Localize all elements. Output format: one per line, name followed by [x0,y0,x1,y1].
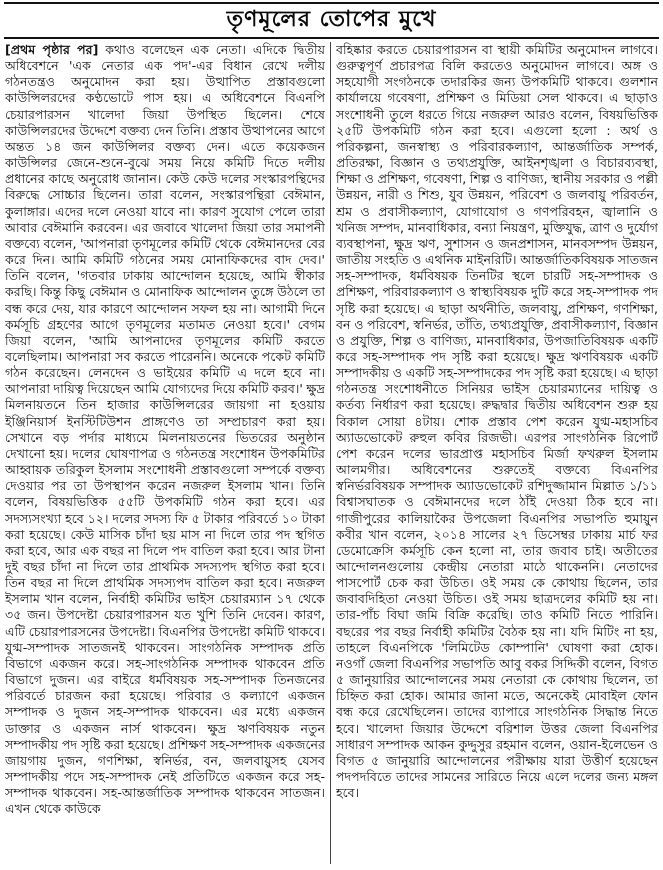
continued-tag: [প্রথম পৃষ্ঠার পর] [5,42,99,57]
right-column-text: বহিষ্কার করতে চেয়ারপারসন বা স্থায়ী কমিটির অনুমোদন লাগবে। গুরুত্বপূর্ণ প্রচারপত্র বিলি করতেও অনুমোদন লাগবে। অঙ্গ ও সহযোগী সংগঠনকে তদারকির জন্য উপকমিটি থাকবে। গুলশান কার্যালয়ে গবেষণা, প্রশিক্ষণ ও মিডিয়া সেল থাকবে। এ ছাড়াও সংশোধনী তুলে ধরতে গিয়ে নজরুল আরও বলেন, বিষয়ভিত্তিক ২৫টি উপকমিটি গঠন করা হবে। এগুলো হলো : অর্থ ও পরিকল্পনা, জনস্বাস্থ্য ও পরিবারকল্যাণ, আন্তর্জাতিক সম্পর্ক, প্রতিরক্ষা, বিজ্ঞান ও তথ্যপ্রযুক্তি, আইনশৃঙ্খলা ও বিচারব্যবস্থা, শিক্ষা ও প্রশিক্ষণ, গবেষণা, শিল্প ও বাণিজ্য, স্থানীয় সরকার ও পল্লী উন্নয়ন, নারী ও শিশু, যুব উন্নয়ন, পরিবেশ ও জলবায়ু পরিবর্তন, শ্রম ও প্রবাসীকল্যাণ, যোগাযোগ ও গণপরিবহন, জ্বালানি ও খনিজ সম্পদ, মানবাধিকার, বন্যা নিয়ন্ত্রণ, মুক্তিযুদ্ধ, ত্রাণ ও দুর্যোগ ব্যবস্থাপনা, ক্ষুদ্র ঋণ, সুশাসন ও জনপ্রশাসন, মানবসম্পদ উন্নয়ন, জাতীয় সংহতি ও এথনিক মাইনরিটি। আন্তর্জাতিকবিষয়ক সাতজন সহ-সম্পাদক, ধর্মবিষয়ক তিনটির স্থলে চারটি সহ-সম্পাদক ও প্রশিক্ষণ, পরিবারকল্যাণ ও স্বাস্থ্যবিষয়ক দুটি করে সহ-সম্পাদক পদ সৃষ্টি করা হয়েছে। এ ছাড়া অর্থনীতি, জলবায়ু, প্রশিক্ষণ, গণশিক্ষা, বন ও পরিবেশ, স্বনির্ভর, তাঁতি, তথ্যপ্রযুক্তি, প্রবাসীকল্যাণ, বিজ্ঞান ও প্রযুক্তি, শিল্প ও বাণিজ্য, মানবাধিকার, উপজাতিবিষয়ক একটি করে সহ-সম্পাদক পদ সৃষ্টি করা হয়েছে। ক্ষুদ্র ঋণবিষয়ক একটি সম্পাদকীয় ও একটি সহ-সম্পাদকের পদ সৃষ্টি করা হয়েছে। এ ছাড়া গঠনতন্ত্র সংশোধনীতে সিনিয়র ভাইস চেয়ারম্যানের দায়িত্ব ও কর্তব্য নির্ধারণ করা হয়েছে। রুদ্ধদ্বার দ্বিতীয় অধিবেশন শুরু হয় বিকাল সোয়া ৪টায়। শোক প্রস্তাব পেশ করেন যুগ্ম-মহাসচিব অ্যাডভোকেট রুহুল কবির রিজভী। এরপর সাংগঠনিক রিপোর্ট পেশ করেন দলের ভারপ্রাপ্ত মহাসচিব মির্জা ফখরুল ইসলাম আলমগীর। অধিবেশনের শুরুতেই বক্তব্যে বিএনপির স্বনির্ভরবিষয়ক সম্পাদক অ্যাডভোকেট রশিদুজ্জামান মিল্লাত ১/১১ বিশ্বাসঘাতক ও বেঈমানদের দলে ঠাঁই দেওয়া ঠিক হবে না। গাজীপুরের কালিয়াকৈর উপজেলা বিএনপির সভাপতি হুমায়ুন কবীর খান বলেন, ২০১৪ সালের ২৭ ডিসেম্বর ঢাকায় মার্চ ফর ডেমোক্রেসি কর্মসূচি কেন হলো না, তার জবাব চাই। অতীতের আন্দোলনগুলোয় কেন্দ্রীয় নেতারা মাঠে থাকেননি। নেতাদের পাসপোর্ট চেক করা উচিত। ওই সময় কে কোথায় ছিলেন, তার জবাবদিহিতা নেওয়া উচিত। ওই সময় ছাত্রদলের কমিটি হয় না। তার-পাঁচ বিঘা জমি বিক্রি করেছি। তাও কমিটি নিতে পারিনি। বছরের পর বছর নির্বাহী কমিটির বৈঠক হয় না। যদি মিটিং না হয়, তাহলে বিএনপিকে 'লিমিটেড কোম্পানি' ঘোষণা করা হোক। নওগাঁ জেলা বিএনপির সভাপতি আবু বকর সিদ্দিকী বলেন, বিগত ৫ জানুয়ারির আন্দোলনের সময় নেতারা কে কোথায় ছিলেন, তা চিহ্নিত করা হোক। আমার জানা মতে, অনেকেই মোবাইল ফোন বন্ধ করে রেখেছিলেন। তাদের ব্যাপারে সাংগঠনিক সিদ্ধান্ত নিতে হবে। খালেদা জিয়ার উদ্দেশে বরিশাল উত্তর জেলা বিএনপির সাধারণ সম্পাদক আকন কুদ্দুসুর রহমান বলেন, ওয়ান-ইলেভেন ও বিগত ৫ জানুয়ারি আন্দোলনের পরীক্ষায় যারা উত্তীর্ণ হয়েছেন পদপদবিতে তাদের সামনের সারিতে নিয়ে এলে দলের জন্য মঙ্গল হবে। [336,42,658,801]
article-headline: তৃণমূলের তোপের মুখে [226,6,437,32]
headline-rule [4,37,659,39]
left-column-text: কথাও বলেছেন এক নেতা। এদিকে দ্বিতীয় অধিবেশনে 'এক নেতার এক পদ'-এর বিধান রেখে দলীয় গঠনতন্ত্রও অনুমোদন করা হয়। উত্থাপিত প্রস্তাবগুলো কাউন্সিলরদের কণ্ঠভোটে পাস হয়। এ অধিবেশনে বিএনপি চেয়ারপারসন খালেদা জিয়া উপস্থিত ছিলেন। শেষে কাউন্সিলরদের উদ্দেশে বক্তব্য দেন তিনি। প্রস্তাব উত্থাপনের আগে অন্তত ১৪ জন কাউন্সিলর বক্তব্য দেন। এতে কয়েকজন কাউন্সিলর জেনে-শুনে-বুঝে সময় নিয়ে কমিটি দিতে দলীয় প্রধানের কাছে অনুরোধ জানান। কেউ কেউ দলের সংস্কারপন্থিদের বিরুদ্ধে সোচ্চার ছিলেন। তারা বলেন, সংস্কারপন্থিরা বেঈমান, কুলাঙ্গার। এদের দলে নেওয়া যাবে না। কারণ সুযোগ পেলে তারা আবার বেঈমানি করবেন। এর জবাবে খালেদা জিয়া তার সমাপনী বক্তব্যে বলেন, 'আপনারা তৃণমূলের কমিটি থেকে বেঈমানদের বের করে দিন। আমি কমিটি গঠনের সময় মোনাফিকদের বাদ দেব।' তিনি বলেন, 'গতবার ঢাকায় আন্দোলন হয়েছে, আমি স্বীকার করছি। কিন্তু কিছু বেঈমান ও মোনাফিক আন্দোলন তুঙ্গে উঠলে তা বন্ধ করে দেয়, যার কারণে আন্দোলন সফল হয় না। আগামী দিনে কর্মসূচি গ্রহণের আগে তৃণমূলের মতামত নেওয়া হবে।' বেগম জিয়া বলেন, 'আমি আপনাদের তৃণমূলের কমিটি করতে বলেছিলাম। আপনারা সব করতে পারেননি। অনেকে পকেট কমিটি গঠন করেছেন। লেনদেন ও ভাইয়ের কমিটি এ দলে হবে না। আপনারা দায়িত্ব দিয়েছেন আমি যোগ্যদের দিয়ে কমিটি করব।' ক্ষুদ্র মিলনায়তনে তিন হাজার কাউন্সিলরের জায়গা না হওয়ায় ইঞ্জিনিয়ার্স ইনস্টিটিউশন প্রাঙ্গণেও তা সম্প্রচারণ করা হয়। সেখানে বড় পর্দার মাধ্যমে মিলনায়তনের ভিতরের অনুষ্ঠান দেখানো হয়। দলের ঘোষণাপত্র ও গঠনতন্ত্র সংশোধন উপকমিটির আহ্বায়ক তরিকুল ইসলাম সংশোধনী প্রস্তাবগুলো সম্পর্কে বক্তব্য দেওয়ার পর তা উপস্থাপন করেন নজরুল ইসলাম খান। তিনি বলেন, বিষয়ভিত্তিক ৫৫টি উপকমিটি গঠন করা হবে। এর সদস্যসংখ্যা হবে ১২। দলের সদস্য ফি ৫ টাকার পরিবর্তে ১০ টাকা করা হয়েছে। কেউ মাসিক চাঁদা ছয় মাস না দিলে তার পদ স্থগিত করা হবে, আর এক বছর না দিলে পদ বাতিল করা হবে। আর টানা দুই বছর চাঁদা না দিলে তার প্রাথমিক সদস্যপদ স্থগিত করা হবে। তিন বছর না দিলে প্রাথমিক সদস্যপদ বাতিল করা হবে। নজরুল ইসলাম খান বলেন, নির্বাহী কমিটির ভাইস চেয়ারম্যান ১৭ থেকে ৩৫ জন। উপদেষ্টা চেয়ারপারসন যত খুশি তিনি দেবেন। কারণ, এটি চেয়ারপারসনের উপদেষ্টা। বিএনপির উপদেষ্টা কমিটি থাকবে। যুগ্ম-সম্পাদক সাতজনই থাকবেন। সাংগঠনিক সম্পাদক প্রতি বিভাগে একজন করে। সহ-সাংগঠনিক সম্পাদক থাকবেন প্রতি বিভাগে দুজন। এর বাইরে ধর্মবিষয়ক সহ-সম্পাদক তিনজনের পরিবর্তে চারজন করা হয়েছে। পরিবার ও কল্যাণে একজন সম্পাদক ও দুজন সহ-সম্পাদক থাকবেন। এর মধ্যে একজন ডাক্তার ও একজন নার্স থাকবেন। ক্ষুদ্র ঋণবিষয়ক নতুন সম্পাদকীয় পদ সৃষ্টি করা হয়েছে। প্রশিক্ষণ সহ-সম্পাদক একজনের জায়গায় দুজন, গণশিক্ষা, স্বনির্ভর, বন, জলবায়ুসহ যেসব সম্পাদকীয় পদে সহ-সম্পাদক নেই প্রতিটিতে একজন করে সহ-সম্পাদক থাকবেন। সহ-আন্তর্জাতিক সম্পাদক থাকবেন সাতজন। এখন থেকে কাউকে [5,42,325,817]
left-column-paragraph [5,42,325,818]
article-column-left [5,42,325,866]
article-column-right [336,42,658,866]
column-divider [330,42,331,864]
right-column-paragraph [336,42,658,801]
